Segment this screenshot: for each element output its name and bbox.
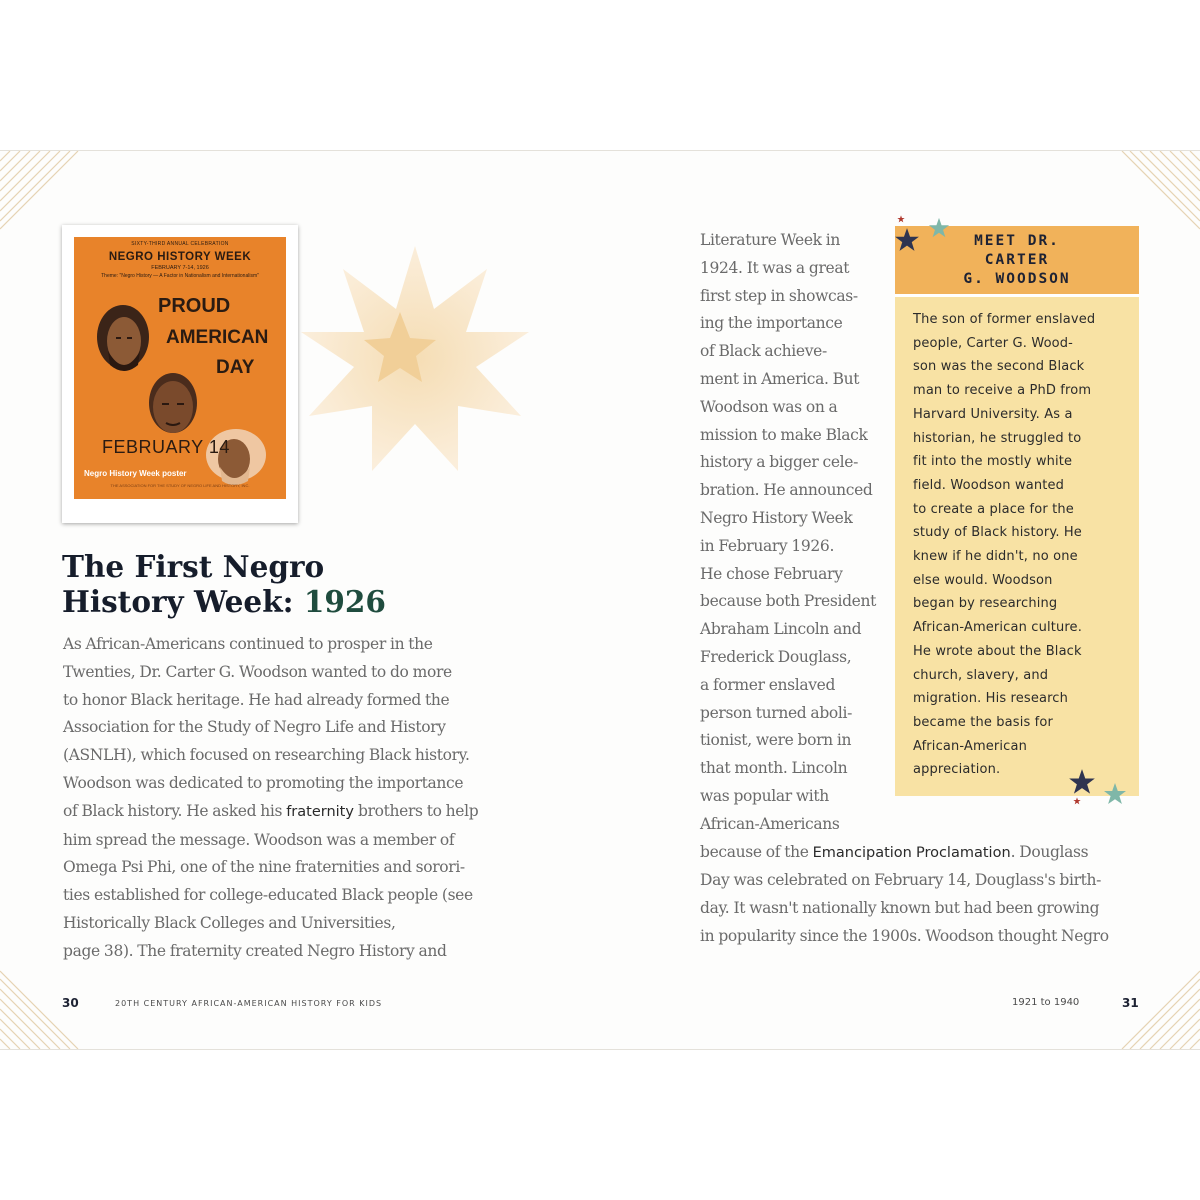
page-title: [62, 549, 386, 619]
glossary-term-fraternity[interactable]: fraternity: [286, 803, 354, 820]
poster-photo: [62, 225, 298, 523]
running-head-chapter: 1921 to 1940: [1012, 997, 1080, 1008]
body-line: Twenties, Dr. Carter G. Woodson wanted to do more: [63, 662, 452, 681]
body-line: him spread the message. Woodson was a member of: [63, 830, 455, 849]
body-line: history a bigger cele-: [700, 453, 858, 472]
body-line: 1924. It was a great: [700, 258, 850, 277]
body-line-start: of Black history. He asked his: [63, 801, 287, 820]
body-line: that month. Lincoln: [700, 759, 848, 778]
body-line: was popular with: [700, 786, 829, 805]
sidebar-line: knew if he didn't, no one: [913, 549, 1078, 565]
sidebar-line: church, slavery, and: [913, 667, 1049, 683]
sidebar-title-line: G. WOODSON: [963, 270, 1071, 287]
body-line-with-keyword: [63, 798, 513, 827]
poster-american: AMERICAN: [166, 327, 269, 348]
sidebar-line: African-American culture.: [913, 620, 1082, 636]
running-head-book-title: 20TH CENTURY AFRICAN-AMERICAN HISTORY FOR KIDS: [115, 999, 383, 1008]
body-line: Woodson was dedicated to promoting the importance: [63, 773, 464, 792]
star-icon: [928, 217, 950, 239]
corner-ornament-icon: [1120, 151, 1200, 231]
sidebar-line: He wrote about the Black: [913, 643, 1082, 659]
sidebar-line: appreciation.: [913, 762, 1001, 778]
body-line: As African-Americans continued to prosper in the: [63, 635, 433, 653]
page-number-right: 31: [1122, 996, 1139, 1010]
body-line: of Black achieve-: [700, 342, 827, 361]
body-line: mission to make Black: [700, 425, 868, 444]
body-line: (ASNLH), which focused on researching Black history.: [63, 746, 470, 765]
body-line: page 38). The fraternity created Negro History and: [63, 941, 447, 960]
body-line: Historically Black Colleges and Universities,: [63, 913, 396, 932]
body-line: ment in America. But: [700, 369, 860, 388]
poster-proud: PROUD: [158, 295, 231, 317]
body-line: tionist, were born in: [700, 731, 852, 750]
lincoln-portrait: [94, 303, 152, 377]
body-line: in February 1926.: [700, 536, 835, 555]
sidebar-line: African-American: [913, 738, 1027, 754]
star-icon: [894, 227, 920, 253]
poster-fine-print: THE ASSOCIATION FOR THE STUDY OF NEGRO LIFE AND HISTORY, INC.: [110, 483, 250, 488]
sidebar-line: migration. His research: [913, 691, 1068, 707]
body-line: day. It wasn't nationally known but had been growing: [700, 899, 1100, 918]
sidebar-line: man to receive a PhD from: [913, 383, 1092, 399]
body-line: a former enslaved: [700, 675, 836, 694]
body-line: He chose February: [700, 564, 843, 583]
body-line: Day was celebrated on February 14, Douglass's birth-: [700, 871, 1102, 890]
book-spread: [0, 150, 1200, 1050]
poster-february: FEBRUARY 14: [102, 437, 230, 457]
negro-history-week-poster: [74, 237, 286, 499]
poster-caption: Negro History Week poster: [84, 469, 187, 478]
page-title-line2: History Week:: [62, 584, 304, 619]
star-icon: [1103, 782, 1127, 806]
glossary-term-emancipation-proclamation[interactable]: Emancipation Proclamation: [812, 844, 1011, 861]
sidebar-line: began by researching: [913, 596, 1058, 612]
poster-dates: FEBRUARY 7-14, 1926: [151, 265, 209, 271]
sidebar-title-line: MEET DR.: [974, 232, 1060, 249]
sidebar-line: fit into the mostly white: [913, 454, 1073, 470]
body-line: Omega Psi Phi, one of the nine fraternities and sorori-: [63, 858, 465, 877]
sidebar-line: to create a place for the: [913, 501, 1074, 517]
body-line: person turned aboli-: [700, 703, 852, 722]
body-line: Association for the Study of Negro Life and History: [63, 718, 446, 737]
page-title-line1: The First Negro: [62, 549, 325, 584]
sidebar-line: else would. Woodson: [913, 572, 1053, 588]
sidebar-line: became the basis for: [913, 714, 1054, 730]
poster-title: NEGRO HISTORY WEEK: [108, 251, 252, 263]
body-line: Negro History Week: [700, 508, 853, 527]
body-line-end: . Douglass: [1010, 842, 1089, 861]
star-icon: [1068, 768, 1096, 796]
poster-day: DAY: [216, 357, 255, 378]
sunburst-icon: [300, 246, 530, 476]
sidebar-line: The son of former enslaved: [913, 312, 1096, 327]
body-line: African-Americans: [700, 814, 840, 833]
sidebar-body: [913, 308, 1133, 782]
body-line: Woodson was on a: [700, 397, 838, 416]
sidebar-line: historian, he struggled to: [913, 430, 1082, 446]
sidebar-line: people, Carter G. Wood-: [913, 335, 1074, 351]
star-icon: [897, 215, 905, 223]
body-line-end: brothers to help: [358, 801, 479, 820]
body-line: Abraham Lincoln and: [700, 620, 862, 639]
body-line: because both President: [700, 592, 876, 611]
body-line: Frederick Douglass,: [700, 647, 852, 666]
body-line: bration. He announced: [700, 481, 873, 500]
corner-ornament-icon: [0, 151, 80, 231]
meet-woodson-sidebar: [895, 226, 1139, 796]
poster-top-line: SIXTY-THIRD ANNUAL CELEBRATION: [131, 241, 229, 247]
sidebar-title-line: CARTER: [984, 251, 1050, 268]
sidebar-line: study of Black history. He: [913, 525, 1082, 541]
sidebar-line: son was the second Black: [913, 359, 1085, 375]
body-line-start: because of the: [700, 842, 813, 861]
left-column-text: [63, 631, 513, 966]
poster-theme: Theme: "Negro History — A Factor in Nationalism and Internationalism": [101, 273, 259, 279]
body-line: first step in showcas-: [700, 286, 858, 305]
sidebar-divider: [895, 294, 1139, 297]
sidebar-line: Harvard University. As a: [913, 406, 1073, 422]
body-line: Literature Week in: [700, 231, 840, 249]
body-line: ing the importance: [700, 314, 843, 333]
body-line: in popularity since the 1900s. Woodson thought Negro: [700, 926, 1109, 945]
page-number-left: 30: [62, 996, 79, 1010]
page-title-year: 1926: [303, 584, 386, 619]
sidebar-line: field. Woodson wanted: [913, 477, 1064, 493]
woodson-portrait: [142, 367, 204, 441]
star-icon: [1073, 797, 1081, 805]
body-line: to honor Black heritage. He had already formed the: [63, 690, 450, 709]
body-line: ties established for college-educated Black people (see: [63, 886, 473, 905]
body-line-with-keyword: [700, 839, 1130, 868]
